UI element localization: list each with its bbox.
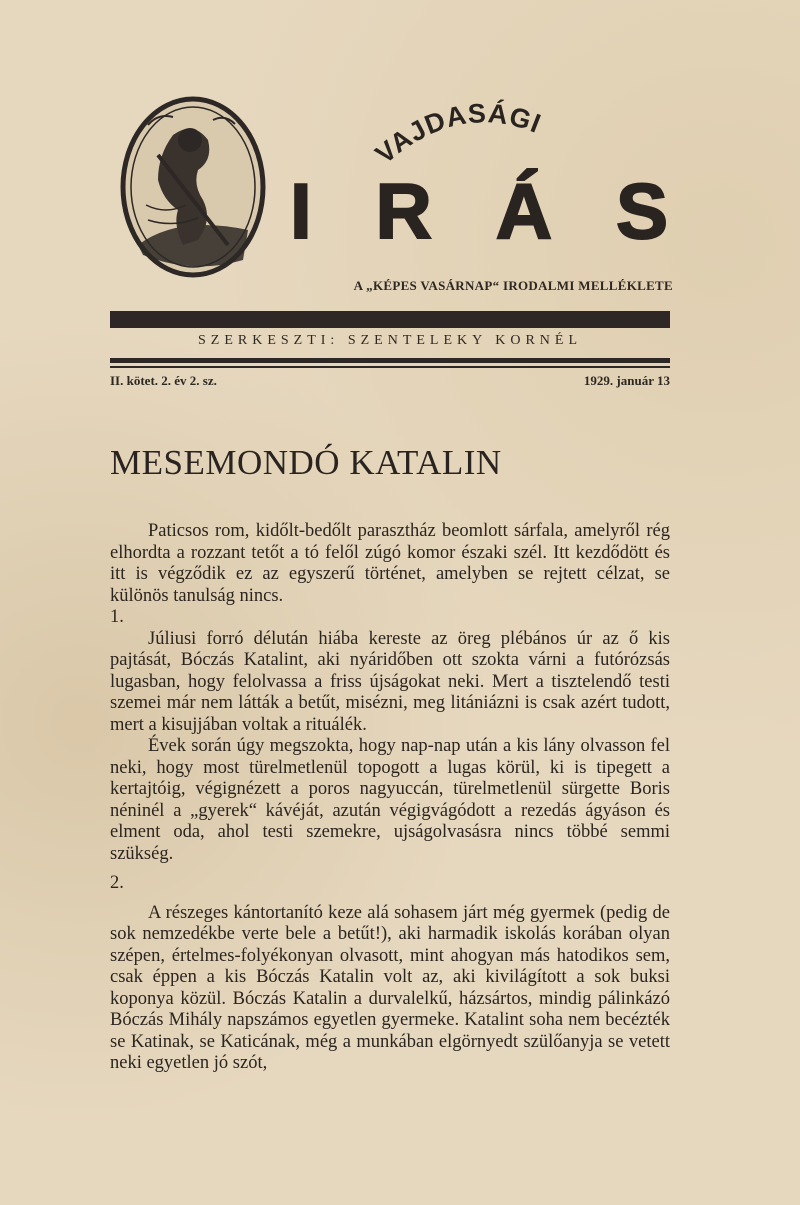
paragraph: A részeges kántortanító keze alá sohasem járt még gyermek (pedig de sok nemzedékbe verte bele a betűt!), aki harmadik iskolás korában olyan szépen, értelmes-folyékonyan olvasott, mint ahogyan más hatodikos sem, csak éppen a kis Bóczás Katalin volt az, aki kivilágított a sok buksi koponya közül. Bóczás Katalin a durvalelkű, házsártos, mindig pálinkázó Bóczás Mihály napszámos egyetlen gyermeke. Katalint soha nem becézték se Katinak, se Katicának, még a munkában elgörnyedt szülőanyja se vetett neki egyetlen jó szót,	[110, 902, 670, 1073]
rule-thick	[110, 311, 670, 328]
arc-title	[370, 80, 580, 170]
title-letter: I	[290, 167, 314, 255]
issue-date: 1929. január 13	[583, 373, 670, 388]
editor-line: SZERKESZTI: SZENTELEKY KORNÉL	[197, 333, 582, 348]
paragraph: Júliusi forró délután hiába kereste az öreg plébános úr az ő kis pajtását, Bóczás Katalint, aki nyáridőben ott szokta várni a futórózsás lugasban, hogy felolvassa a friss újságokat neki. Mert a tisztelendő testi szemei már nem látták a betűt, misézni, meg litániázni is csak azért tudott, mert a kisujjában voltak a rituálék.	[110, 628, 670, 735]
title-letter: S	[615, 167, 670, 255]
masthead-title	[290, 167, 670, 255]
title-letter: Á	[495, 167, 555, 255]
rule-thin	[110, 366, 670, 368]
masthead-subtitle: A „KÉPES VASÁRNAP“ IRODALMI MELLÉKLETE	[353, 278, 673, 293]
section-number: 2.	[110, 873, 124, 893]
article-title: MESEMONDÓ KATALIN	[110, 443, 502, 482]
paragraph: Évek során úgy megszokta, hogy nap-nap után a kis lány olvasson fel neki, hogy most türelmetlenül topogott a lugas körül, ki is tipegett a kertajtóig, végignézett a poros nagyuccán, türelmetlenül sürgette Boris néninél a „gyerek“ kávéját, azután végigvágódott a rezedás ágyáson és elment oda, ahol testi szemekre, ujságolvasásra nincs többé semmi szükség.	[110, 736, 670, 864]
svg-text:VAJDASÁGI	[370, 97, 545, 169]
emblem-logo	[118, 95, 268, 280]
article-body	[110, 521, 670, 1075]
rule-medium	[110, 358, 670, 363]
section-number: 1.	[110, 607, 124, 627]
arc-title-text: VAJDASÁGI	[370, 98, 546, 170]
volume-info: II. kötet. 2. év 2. sz.	[110, 373, 217, 388]
paragraph: Paticsos rom, kidőlt-bedőlt parasztház beomlott sárfala, amelyről rég elhordta a rozzant tetőt a tó felől zúgó komor északi szél. Itt kezdődött és itt is végződik ez az egyszerű történet, amelyben se rejtett célzat, se különös tanulság nincs.	[110, 521, 670, 606]
title-letter: R	[375, 167, 434, 255]
